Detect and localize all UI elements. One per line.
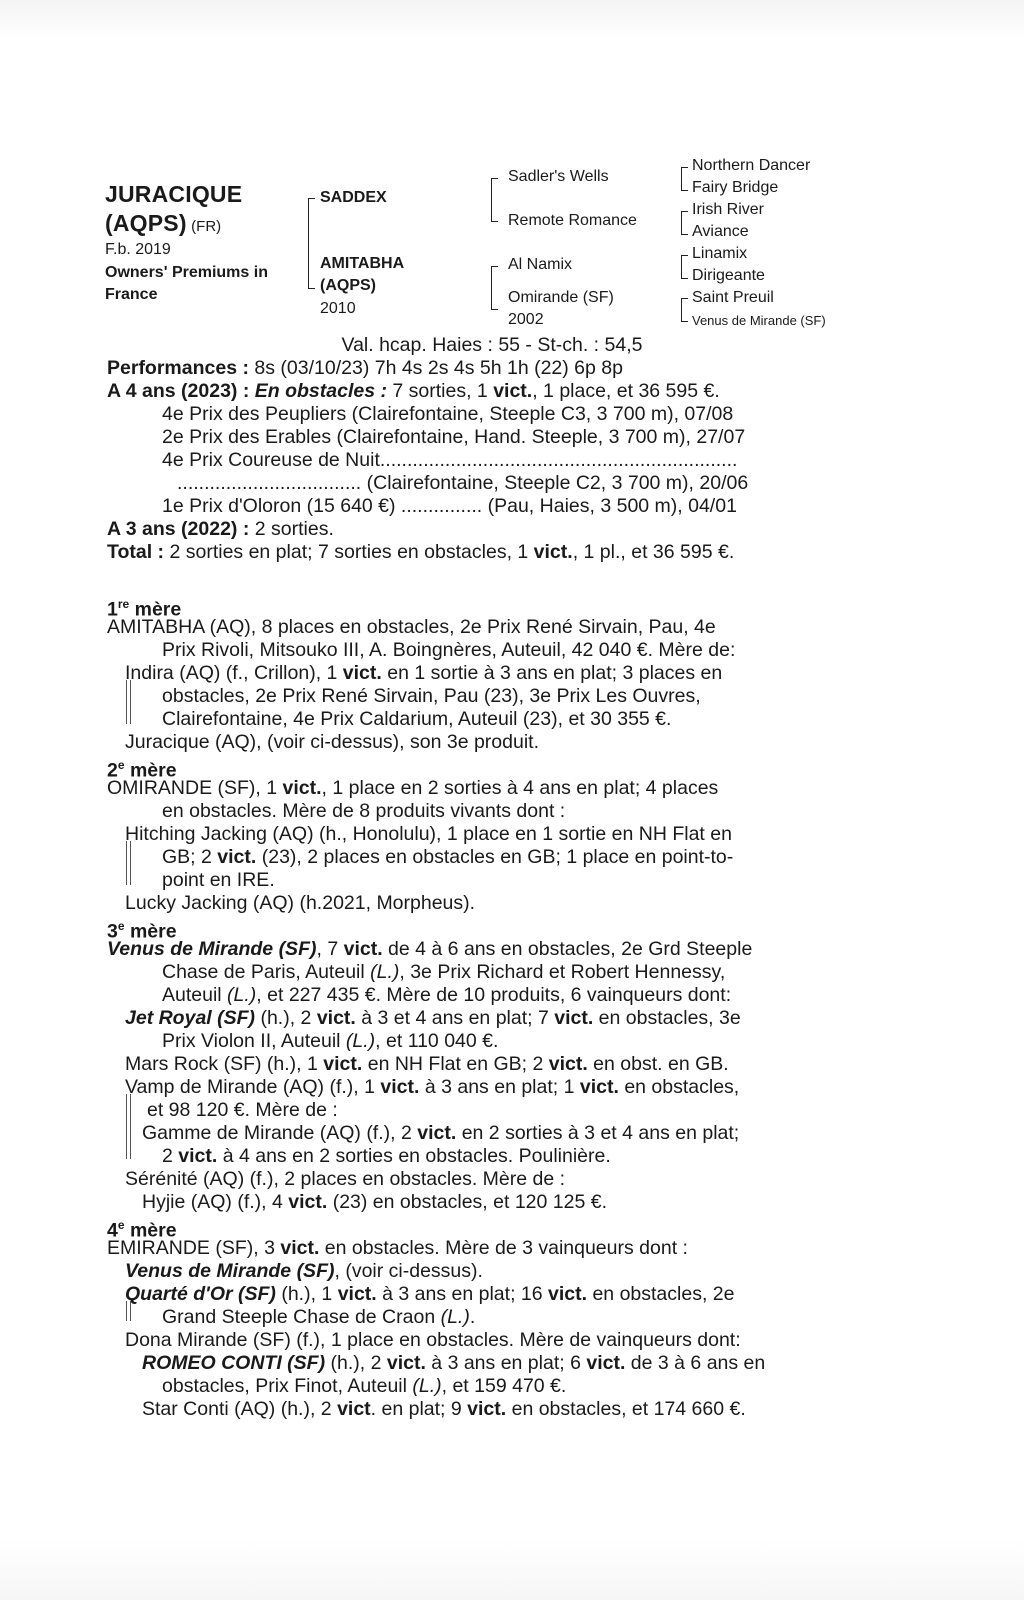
performances-line: Performances : 8s (03/10/23) 7h 4s 2s 4s 5h 1h (22) 6p 8p: [107, 357, 623, 379]
dam3-offspring: et 98 120 €. Mère de :: [147, 1099, 338, 1121]
pedigree-bracket-g3: [681, 255, 688, 279]
dam4-grandoffspring: ROMEO CONTI (SF) (h.), 2 vict. à 3 ans en plat; 6 vict. de 3 à 6 ans en: [142, 1352, 766, 1374]
ancestor-g3: Linamix: [692, 245, 748, 262]
race-result: 1e Prix d'Oloron (15 640 €) ............... (Pau, Haies, 3 500 m), 04/01: [162, 495, 737, 517]
ancestor-g3: Irish River: [692, 201, 765, 218]
continuation-bar: [126, 841, 127, 885]
dam3-offspring: Sérénité (AQ) (f.), 2 places en obstacles. Mère de :: [125, 1168, 566, 1190]
pedigree-bracket-g3: [681, 167, 688, 191]
dam2-text: OMIRANDE (SF), 1 vict., 1 place en 2 sorties à 4 ans en plat; 4 places: [107, 777, 719, 799]
dam1-offspring: Indira (AQ) (f., Crillon), 1 vict. en 1 sortie à 3 ans en plat; 3 places en: [125, 662, 723, 684]
dam4-offspring: Venus de Mirande (SF), (voir ci-dessus).: [125, 1260, 483, 1282]
dam3-offspring: Mars Rock (SF) (h.), 1 vict. en NH Flat en GB; 2 vict. en obst. en GB.: [125, 1053, 729, 1075]
ancestor-g3: Northern Dancer: [692, 157, 811, 174]
dam2-offspring: Lucky Jacking (AQ) (h.2021, Morpheus).: [125, 892, 476, 914]
dam3-offspring: Jet Royal (SF) (h.), 2 vict. à 3 et 4 ans en plat; 7 vict. en obstacles, 3e: [125, 1007, 741, 1029]
breeder-line-2: France: [105, 286, 158, 303]
continuation-bar: [126, 1301, 127, 1321]
dam1-heading: 1re mère: [107, 597, 182, 621]
handicap-values: Val. hcap. Haies : 55 - St-ch. : 54,5: [341, 334, 643, 356]
performance-section: [107, 334, 867, 1421]
dam2-heading: 2e mère: [107, 758, 177, 782]
breeder-line-1: Owners' Premiums in: [105, 264, 268, 281]
ancestor-g3: Venus de Mirande (SF): [692, 313, 826, 328]
dam4-grandoffspring: obstacles, Prix Finot, Auteuil (L.), et 159 470 €.: [162, 1375, 567, 1397]
ancestor-g3: Saint Preuil: [692, 289, 774, 306]
dam1-text: Prix Rivoli, Mitsouko III, A. Boingnères, Auteuil, 42 040 €. Mère de:: [162, 639, 736, 661]
race-result: .................................. (Clairefontaine, Steeple C2, 3 700 m), 20/06: [177, 472, 749, 494]
dam3-offspring: Prix Violon II, Auteuil (L.), et 110 040 €.: [162, 1030, 499, 1052]
pedigree-bracket-g3: [681, 298, 688, 322]
continuation-bar: [126, 1094, 127, 1159]
ancestor-g3: Aviance: [692, 223, 749, 240]
dam3-text: Venus de Mirande (SF), 7 vict. de 4 à 6 ans en obstacles, 2e Grd Steeple: [107, 938, 753, 960]
dam4-text: EMIRANDE (SF), 3 vict. en obstacles. Mère de 3 vainqueurs dont :: [107, 1237, 688, 1259]
dam3-text: Chase de Paris, Auteuil (L.), 3e Prix Richard et Robert Hennessy,: [162, 961, 726, 983]
dam3-grandoffspring: Gamme de Mirande (AQ) (f.), 2 vict. en 2 sorties à 3 et 4 ans en plat;: [142, 1122, 740, 1144]
continuation-bar: [126, 680, 127, 724]
dam4-grandoffspring: Star Conti (AQ) (h.), 2 vict. en plat; 9 vict. en obstacles, et 174 660 €.: [142, 1398, 746, 1420]
ancestor-g3: Dirigeante: [692, 267, 765, 284]
race-result: 4e Prix des Peupliers (Clairefontaine, Steeple C3, 3 700 m), 07/08: [162, 403, 734, 425]
grandsire-maternal: Al Namix: [508, 256, 573, 273]
horse-breed: (AQPS) (FR): [105, 210, 222, 236]
pedigree-tick: [308, 198, 315, 199]
dam-year: 2010: [320, 300, 356, 317]
continuation-bar: [130, 841, 131, 885]
pedigree-bracket-g2b: [491, 266, 498, 310]
dam3-offspring: Vamp de Mirande (AQ) (f.), 1 vict. à 3 ans en plat; 1 vict. en obstacles,: [125, 1076, 740, 1098]
continuation-bar: [130, 1301, 131, 1321]
horse-name: JURACIQUE: [105, 181, 243, 207]
age4-summary: A 4 ans (2023) : En obstacles : 7 sorties, 1 vict., 1 place, et 36 595 €.: [107, 380, 720, 402]
dam2-text: en obstacles. Mère de 8 produits vivants dont :: [162, 800, 566, 822]
age3-summary: A 3 ans (2022) : 2 sorties.: [107, 518, 334, 540]
horse-description: F.b. 2019: [105, 241, 171, 258]
dam3-text: Auteuil (L.), et 227 435 €. Mère de 10 produits, 6 vainqueurs dont:: [162, 984, 732, 1006]
dam4-heading: 4e mère: [107, 1218, 177, 1242]
dam-name: AMITABHA: [320, 255, 405, 272]
dam4-offspring: Dona Mirande (SF) (f.), 1 place en obstacles. Mère de vainqueurs dont:: [125, 1329, 741, 1351]
granddam-paternal: Remote Romance: [508, 212, 637, 229]
granddam-year: 2002: [508, 311, 544, 328]
pedigree-bracket-g1: [308, 198, 309, 288]
dam1-offspring: Clairefontaine, 4e Prix Caldarium, Auteuil (23), et 30 355 €.: [162, 708, 672, 730]
dam2-offspring: GB; 2 vict. (23), 2 places en obstacles en GB; 1 place en point-to-: [162, 846, 734, 868]
dam4-offspring: Grand Steeple Chase de Craon (L.).: [162, 1306, 476, 1328]
dam2-offspring: point en IRE.: [162, 869, 275, 891]
dam3-heading: 3e mère: [107, 919, 177, 943]
pedigree-bracket-g3: [681, 211, 688, 235]
dam3-grandoffspring: 2 vict. à 4 ans en 2 sorties en obstacles. Poulinière.: [162, 1145, 611, 1167]
dam1-offspring: obstacles, 2e Prix René Sirvain, Pau (23), 3e Prix Les Ouvres,: [162, 685, 701, 707]
race-result: 2e Prix des Erables (Clairefontaine, Hand. Steeple, 3 700 m), 27/07: [162, 426, 746, 448]
dam3-grandoffspring: Hyjie (AQ) (f.), 4 vict. (23) en obstacles, et 120 125 €.: [142, 1191, 607, 1213]
dam-breed: (AQPS): [320, 277, 376, 294]
grandsire-paternal: Sadler's Wells: [508, 168, 609, 185]
dam1-text: AMITABHA (AQ), 8 places en obstacles, 2e Prix René Sirvain, Pau, 4e: [107, 616, 716, 638]
race-result: 4e Prix Coureuse de Nuit..................................................................: [162, 449, 738, 471]
sire-name: SADDEX: [320, 189, 387, 206]
pedigree-bracket-g2a: [491, 178, 498, 222]
dam2-offspring: Hitching Jacking (AQ) (h., Honolulu), 1 place en 1 sortie en NH Flat en: [125, 823, 732, 845]
continuation-bar: [130, 1094, 131, 1159]
total-summary: Total : 2 sorties en plat; 7 sorties en obstacles, 1 vict., 1 pl., et 36 595 €.: [107, 541, 735, 563]
continuation-bar: [130, 680, 131, 724]
dam1-offspring: Juracique (AQ), (voir ci-dessus), son 3e produit.: [125, 731, 539, 753]
dam4-offspring: Quarté d'Or (SF) (h.), 1 vict. à 3 ans en plat; 16 vict. en obstacles, 2e: [125, 1283, 735, 1305]
granddam-maternal: Omirande (SF): [508, 289, 614, 306]
ancestor-g3: Fairy Bridge: [692, 179, 779, 196]
pedigree-tick: [308, 288, 315, 289]
